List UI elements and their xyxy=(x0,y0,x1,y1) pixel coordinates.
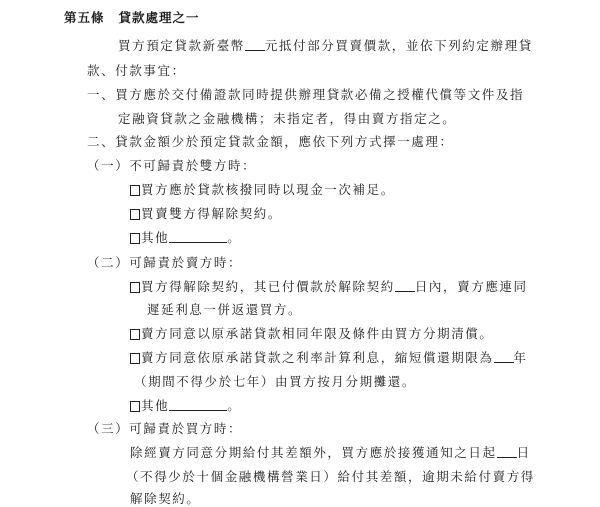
section-1-option-3 xyxy=(130,230,241,246)
article-number: 第五條 xyxy=(64,10,105,25)
section-1-heading: （一）不可歸責於雙方時： xyxy=(87,158,257,173)
option-end: 。 xyxy=(227,230,242,245)
intro-text-2: 元抵付部分買賣價款，並依下列約定辦理貸 xyxy=(264,38,533,53)
checkbox[interactable] xyxy=(130,329,140,340)
option-text-2: 年 xyxy=(513,350,528,365)
notice-days-blank[interactable] xyxy=(497,445,517,458)
checkbox[interactable] xyxy=(130,233,140,244)
article-heading: 貸款處理之一 xyxy=(118,10,200,25)
option-text: 其他 xyxy=(141,398,170,413)
days-blank[interactable] xyxy=(395,279,415,292)
section-2-option-1 xyxy=(130,279,528,295)
section-3-line-3: 解除契約。 xyxy=(130,491,201,506)
checkbox[interactable] xyxy=(130,353,140,364)
section-2-option-4 xyxy=(130,398,241,414)
section-3-line-1 xyxy=(130,445,531,461)
option-text: 買賣雙方得解除契約。 xyxy=(141,206,283,221)
clause-1-line-2: 定融資貸款之金融機構；未指定者，得由賣方指定之。 xyxy=(118,111,457,126)
section-2-heading: （二）可歸責於賣方時： xyxy=(87,255,243,270)
intro-line-1 xyxy=(118,38,533,54)
clause-2-line-1: 二、貸款金額少於預定貸款金額，應依下列方式擇一處理： xyxy=(87,134,454,149)
section-1-option-1 xyxy=(130,182,395,198)
section-3-line-2: （不得少於十個金融機構營業日）給付其差額，逾期未給付賣方得 xyxy=(126,469,535,484)
option-text: 其他 xyxy=(141,230,170,245)
section-2-option-2 xyxy=(130,326,494,342)
section-3-text-2: 日 xyxy=(516,445,531,460)
checkbox[interactable] xyxy=(130,209,140,220)
section-1-option-2 xyxy=(130,206,282,222)
option-text: 買方得解除契約，其已付價款於解除契約 xyxy=(141,279,395,294)
option-text: 買方應於貸款核撥同時以現金一次補足。 xyxy=(141,182,395,197)
section-2-option-1-line-2: 遲延利息一併返還買方。 xyxy=(147,302,303,317)
loan-amount-blank[interactable] xyxy=(245,38,265,51)
option-text: 賣方同意依原承諾貸款之利率計算利息，縮短償還期限為 xyxy=(141,350,494,365)
section-2-option-3 xyxy=(130,350,528,366)
years-blank[interactable] xyxy=(494,350,514,363)
option-text-2: 日內，賣方應連同 xyxy=(414,279,528,294)
other-blank[interactable] xyxy=(169,230,227,243)
intro-text-1: 買方預定貸款新臺幣 xyxy=(118,38,245,53)
section-3-heading: （三）可歸責於買方時： xyxy=(87,421,243,436)
section-2-option-3-line-2: （期間不得少於七年）由買方按月分期攤還。 xyxy=(134,374,417,389)
checkbox[interactable] xyxy=(130,282,140,293)
section-3-text-1: 除經賣方同意分期給付其差額外，買方應於接獲通知之日起 xyxy=(130,445,497,460)
checkbox[interactable] xyxy=(130,185,140,196)
article-title xyxy=(64,10,200,26)
option-text: 賣方同意以原承諾貸款相同年限及條件由買方分期清償。 xyxy=(141,326,494,341)
other-blank[interactable] xyxy=(169,398,227,411)
intro-line-2: 款、付款事宜： xyxy=(87,63,186,78)
option-end: 。 xyxy=(227,398,242,413)
clause-1-line-1: 一、買方應於交付備證款同時提供辦理貸款必備之授權代償等文件及指 xyxy=(87,87,525,102)
checkbox[interactable] xyxy=(130,401,140,412)
